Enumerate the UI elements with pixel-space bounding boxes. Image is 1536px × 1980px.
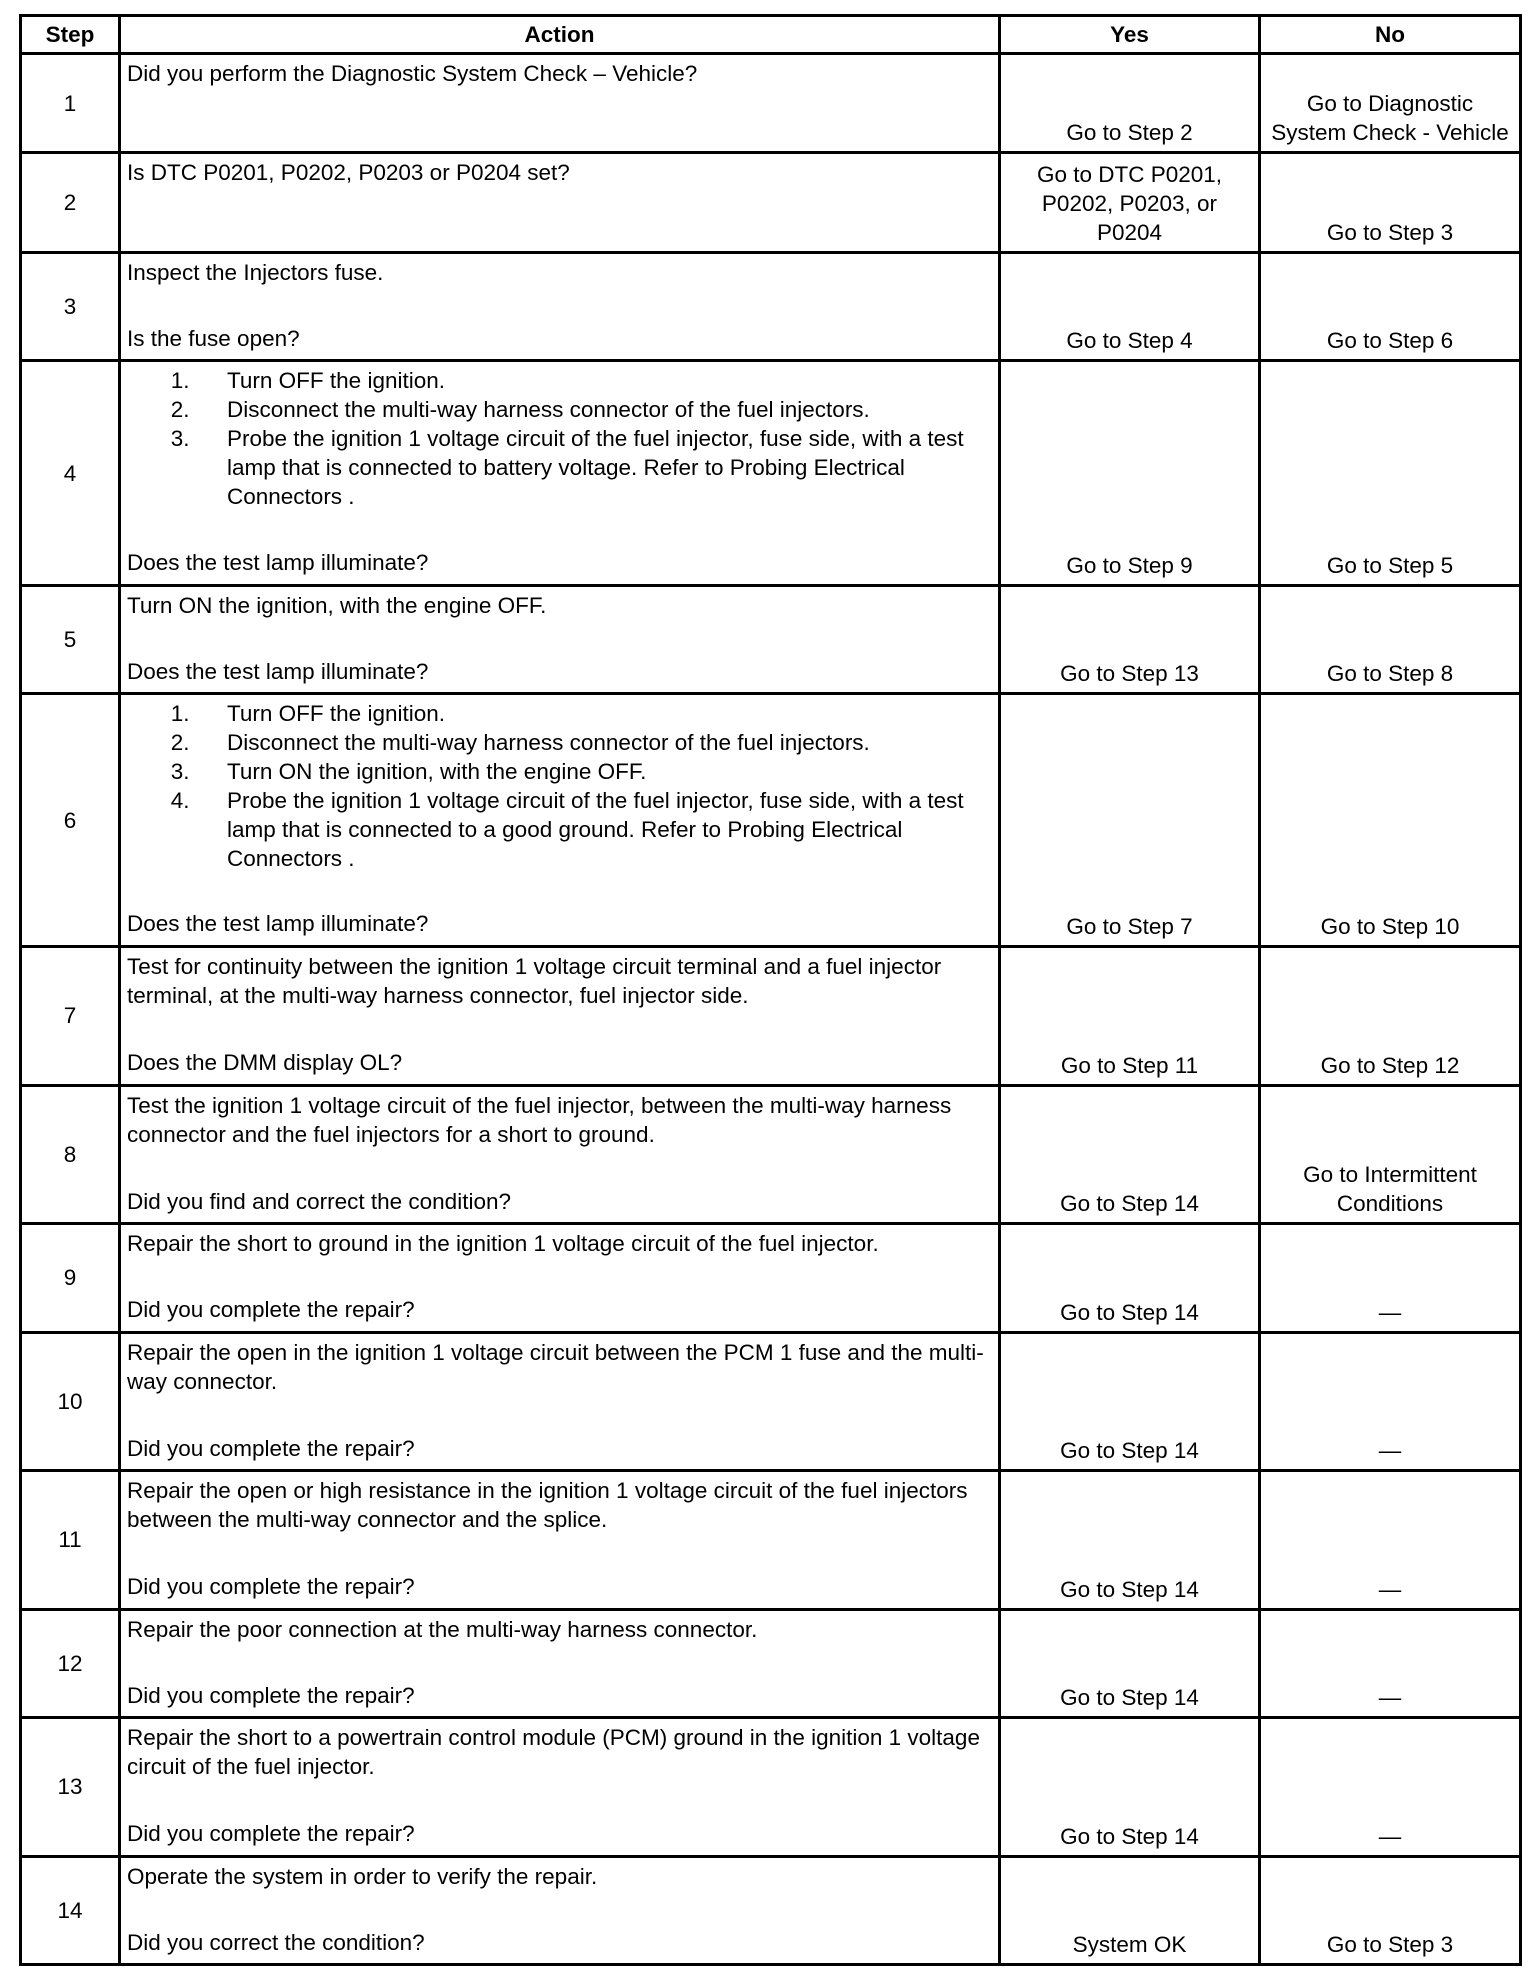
action-text: Repair the short to a powertrain control module (PCM) ground in the ignition 1 voltage circuit of the fuel injector. — [127, 1725, 980, 1780]
action-text: Turn ON the ignition, with the engine OFF. — [127, 592, 547, 618]
step-number: 8 — [21, 1085, 120, 1224]
yes-result: Go to Step 2 — [1000, 54, 1260, 153]
header-action: Action — [120, 16, 1000, 54]
action-question: Does the test lamp illuminate? — [127, 911, 429, 937]
action-cell — [120, 1085, 1000, 1224]
step-number: 9 — [21, 1224, 120, 1332]
action-text: Operate the system in order to verify the repair. — [127, 1863, 598, 1889]
yes-result: System OK — [1000, 1856, 1260, 1964]
yes-result: Go to Step 14 — [1000, 1224, 1260, 1332]
header-yes: Yes — [1000, 16, 1260, 54]
no-result: Go to Step 5 — [1260, 361, 1521, 586]
header-step: Step — [21, 16, 120, 54]
yes-result: Go to Step 14 — [1000, 1718, 1260, 1857]
step-number: 10 — [21, 1332, 120, 1471]
table-row — [21, 361, 1521, 586]
procedure-item: 1. Turn OFF the ignition. — [227, 366, 988, 395]
action-text: Test for continuity between the ignition 1 voltage circuit terminal and a fuel injector terminal, at the multi-way harness connector, fuel injector side. — [127, 954, 942, 1009]
action-question: Did you complete the repair? — [127, 1435, 415, 1461]
no-result: Go to Step 3 — [1260, 1856, 1521, 1964]
action-question: Does the test lamp illuminate? — [127, 658, 429, 684]
no-result: Go to Diagnostic System Check - Vehicle — [1260, 54, 1521, 153]
no-result: — — [1260, 1609, 1521, 1717]
procedure-item: 4. Probe the ignition 1 voltage circuit of the fuel injector, fuse side, with a test lamp that is connected to a good ground. Refer to Probing Electrical Connectors . — [227, 786, 988, 873]
step-number: 2 — [21, 153, 120, 252]
step-number: 5 — [21, 585, 120, 693]
no-result: Go to Step 10 — [1260, 694, 1521, 947]
procedure-item: 3. Probe the ignition 1 voltage circuit of the fuel injector, fuse side, with a test lamp that is connected to battery voltage. Refer to Probing Electrical Connectors . — [227, 424, 988, 511]
table-row — [21, 252, 1521, 360]
procedure-list — [127, 699, 988, 873]
yes-result: Go to Step 7 — [1000, 694, 1260, 947]
action-cell — [120, 947, 1000, 1086]
action-text: Repair the short to ground in the ignition 1 voltage circuit of the fuel injector. — [127, 1231, 879, 1257]
table-row — [21, 1718, 1521, 1857]
step-number: 12 — [21, 1609, 120, 1717]
step-number: 6 — [21, 694, 120, 947]
step-number: 7 — [21, 947, 120, 1086]
procedure-item: 3. Turn ON the ignition, with the engine OFF. — [227, 757, 988, 786]
no-result: — — [1260, 1471, 1521, 1610]
no-result: Go to Intermittent Conditions — [1260, 1085, 1521, 1224]
action-cell — [120, 1224, 1000, 1332]
action-cell — [120, 694, 1000, 947]
yes-result: Go to DTC P0201, P0202, P0203, or P0204 — [1000, 153, 1260, 252]
action-text: Repair the poor connection at the multi-way harness connector. — [127, 1616, 758, 1642]
procedure-list — [127, 366, 988, 511]
no-result: Go to Step 3 — [1260, 153, 1521, 252]
table-row — [21, 1609, 1521, 1717]
procedure-item: 2. Disconnect the multi-way harness connector of the fuel injectors. — [227, 395, 988, 424]
yes-result: Go to Step 14 — [1000, 1609, 1260, 1717]
yes-result: Go to Step 4 — [1000, 252, 1260, 360]
action-question: Did you complete the repair? — [127, 1682, 415, 1708]
yes-result: Go to Step 11 — [1000, 947, 1260, 1086]
step-number: 3 — [21, 252, 120, 360]
action-text: Inspect the Injectors fuse. — [127, 259, 384, 285]
yes-result: Go to Step 14 — [1000, 1085, 1260, 1224]
table-row — [21, 947, 1521, 1086]
action-question: Did you complete the repair? — [127, 1821, 415, 1847]
action-text: Test the ignition 1 voltage circuit of the fuel injector, between the multi-way harness connector and the fuel injectors for a short to ground. — [127, 1092, 952, 1147]
table-row — [21, 54, 1521, 153]
action-cell — [120, 54, 1000, 153]
no-result: — — [1260, 1718, 1521, 1857]
header-row — [21, 16, 1521, 54]
yes-result: Go to Step 14 — [1000, 1471, 1260, 1610]
action-text: Is DTC P0201, P0202, P0203 or P0204 set? — [127, 160, 570, 186]
table-row — [21, 1085, 1521, 1224]
diagnostic-table — [19, 14, 1522, 1966]
no-result: Go to Step 12 — [1260, 947, 1521, 1086]
no-result: Go to Step 6 — [1260, 252, 1521, 360]
yes-result: Go to Step 13 — [1000, 585, 1260, 693]
no-result: — — [1260, 1224, 1521, 1332]
no-result: — — [1260, 1332, 1521, 1471]
action-cell — [120, 361, 1000, 586]
yes-result: Go to Step 9 — [1000, 361, 1260, 586]
action-cell — [120, 252, 1000, 360]
action-cell — [120, 1332, 1000, 1471]
action-cell — [120, 1856, 1000, 1964]
table-row — [21, 1856, 1521, 1964]
action-question: Did you correct the condition? — [127, 1929, 425, 1955]
action-text: Repair the open or high resistance in the ignition 1 voltage circuit of the fuel injectors between the multi-way connector and the splice. — [127, 1478, 968, 1533]
table-row — [21, 1224, 1521, 1332]
table-row — [21, 1471, 1521, 1610]
action-cell — [120, 1718, 1000, 1857]
action-text: Did you perform the Diagnostic System Check – Vehicle? — [127, 61, 698, 86]
action-cell — [120, 1609, 1000, 1717]
action-cell — [120, 153, 1000, 252]
action-question: Did you complete the repair? — [127, 1574, 415, 1600]
action-cell — [120, 585, 1000, 693]
step-number: 13 — [21, 1718, 120, 1857]
step-number: 4 — [21, 361, 120, 586]
action-question: Does the test lamp illuminate? — [127, 550, 429, 576]
action-question: Is the fuse open? — [127, 325, 300, 351]
action-cell — [120, 1471, 1000, 1610]
step-number: 11 — [21, 1471, 120, 1610]
action-text: Repair the open in the ignition 1 voltage circuit between the PCM 1 fuse and the multi-way connector. — [127, 1339, 984, 1394]
action-question: Did you complete the repair? — [127, 1297, 415, 1323]
table-row — [21, 585, 1521, 693]
header-no: No — [1260, 16, 1521, 54]
action-question: Did you find and correct the condition? — [127, 1188, 511, 1214]
step-number: 1 — [21, 54, 120, 153]
table-row — [21, 153, 1521, 252]
procedure-item: 2. Disconnect the multi-way harness connector of the fuel injectors. — [227, 728, 988, 757]
table-row — [21, 694, 1521, 947]
procedure-item: 1. Turn OFF the ignition. — [227, 699, 988, 728]
yes-result: Go to Step 14 — [1000, 1332, 1260, 1471]
step-number: 14 — [21, 1856, 120, 1964]
action-question: Does the DMM display OL? — [127, 1050, 403, 1076]
no-result: Go to Step 8 — [1260, 585, 1521, 693]
table-row — [21, 1332, 1521, 1471]
